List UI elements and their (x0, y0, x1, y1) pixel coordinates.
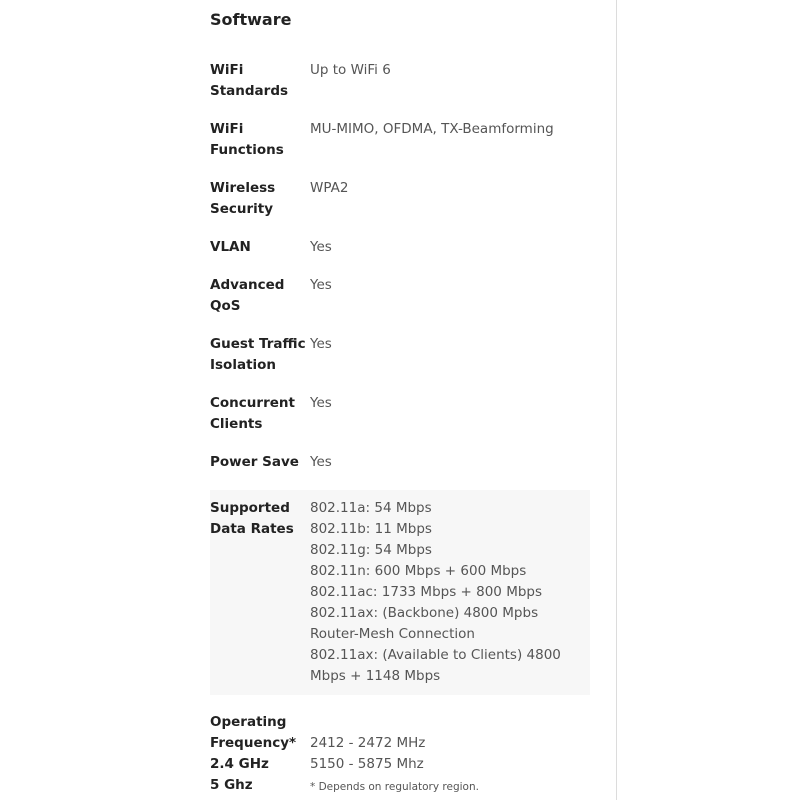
data-rate-line: 802.11a: 54 Mbps (310, 500, 432, 516)
frequency-5ghz: 5150 - 5875 Mhz (310, 756, 424, 772)
spec-row-power-save (210, 452, 590, 473)
spec-row-guest-traffic-isolation (210, 334, 590, 376)
spec-label: VLAN (210, 239, 251, 255)
data-rate-line: 802.11n: 600 Mbps + 600 Mbps (310, 563, 527, 579)
data-rate-line: 802.11g: 54 Mbps (310, 542, 432, 558)
spec-value: Yes (310, 395, 332, 411)
spec-value: Up to WiFi 6 (310, 62, 391, 78)
spec-label: Concurrent Clients (210, 395, 295, 432)
spec-list (210, 60, 590, 800)
spec-row-operating-frequency (210, 712, 590, 797)
regulatory-footnote: * Depends on regulatory region. (310, 781, 479, 793)
spec-row-wifi-standards (210, 60, 590, 102)
spec-row-wifi-functions (210, 119, 590, 161)
section-title: Software (210, 10, 292, 29)
spec-value: WPA2 (310, 180, 349, 196)
spec-label: Supported Data Rates (210, 500, 294, 537)
data-rate-line: 802.11ac: 1733 Mbps + 800 Mbps (310, 584, 543, 600)
data-rates-list (310, 498, 590, 687)
vertical-divider (616, 0, 617, 800)
spec-value: Yes (310, 336, 332, 352)
spec-value: Yes (310, 277, 332, 293)
software-section (210, 8, 590, 793)
spec-label: Wireless Security (210, 180, 276, 217)
spec-row-vlan (210, 237, 590, 258)
data-rate-line: 802.11ax: (Available to Clients) 4800 Mbps + 1148 Mbps (310, 647, 561, 684)
frequency-values (310, 712, 590, 797)
spec-row-advanced-qos (210, 275, 590, 317)
spec-label: Advanced QoS (210, 277, 285, 314)
spec-row-concurrent-clients (210, 393, 590, 435)
spec-value: Yes (310, 239, 332, 255)
data-rate-line: 802.11ax: (Backbone) 4800 Mpbs Router-Mesh Connection (310, 605, 539, 642)
spec-label: Power Save (210, 454, 299, 470)
spec-value: MU-MIMO, OFDMA, TX-Beamforming (310, 121, 554, 137)
spec-row-wireless-security (210, 178, 590, 220)
spec-label: WiFi Standards (210, 62, 289, 99)
spec-row-supported-data-rates (210, 490, 590, 695)
frequency-24ghz: 2412 - 2472 MHz (310, 735, 426, 751)
spec-label: WiFi Functions (210, 121, 284, 158)
spec-value: Yes (310, 454, 332, 470)
spec-label: Operating Frequency* 2.4 GHz 5 Ghz (210, 714, 297, 793)
spec-label: Guest Traffic Isolation (210, 336, 306, 373)
data-rate-line: 802.11b: 11 Mbps (310, 521, 432, 537)
